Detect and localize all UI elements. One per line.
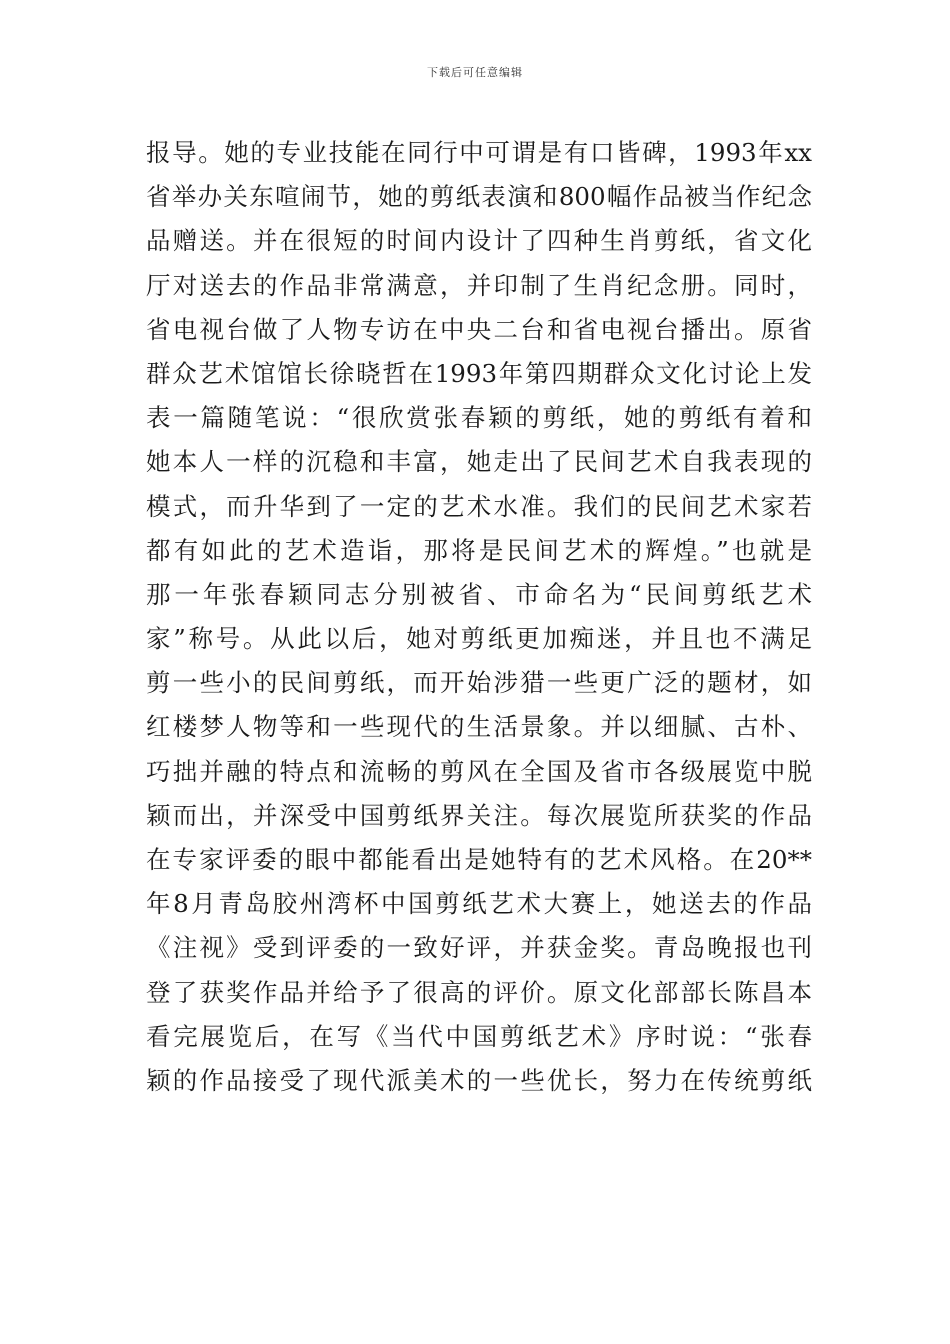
text-line: 《注视》受到评委的一致好评，并获金奖。青岛晚报也刊 (146, 933, 812, 963)
text-line: 家”称号。从此以后，她对剪纸更加痴迷，并且也不满足 (146, 624, 812, 654)
text-line: 群众艺术馆馆长徐晓哲在1993年第四期群众文化讨论上发 (146, 358, 812, 388)
body-text (146, 131, 812, 1103)
text-line: 表一篇随笔说：“很欣赏张春颖的剪纸，她的剪纸有着和 (146, 403, 812, 433)
text-line: 品赠送。并在很短的时间内设计了四种生肖剪纸，省文化 (146, 226, 812, 256)
text-line: 红楼梦人物等和一些现代的生活景象。并以细腻、古朴、 (146, 712, 812, 742)
page-header: 下载后可任意编辑 (427, 66, 523, 79)
text-line: 报导。她的专业技能在同行中可谓是有口皆碑，1993年xx (146, 138, 812, 167)
text-line: 年8月青岛胶州湾杯中国剪纸艺术大赛上，她送去的作品 (146, 889, 812, 919)
text-line: 厅对送去的作品非常满意，并印制了生肖纪念册。同时， (146, 270, 812, 300)
text-line: 省举办关东喧闹节，她的剪纸表演和800幅作品被当作纪念 (146, 182, 812, 212)
text-line: 剪一些小的民间剪纸，而开始涉猎一些更广泛的题材，如 (146, 668, 812, 698)
text-line: 登了获奖作品并给予了很高的评价。原文化部部长陈昌本 (146, 977, 812, 1007)
text-line: 都有如此的艺术造诣，那将是民间艺术的辉煌。”也就是 (146, 535, 812, 565)
text-line: 省电视台做了人物专访在中央二台和省电视台播出。原省 (146, 314, 812, 344)
text-line: 颖而出，并深受中国剪纸界关注。每次展览所获奖的作品 (146, 800, 812, 830)
text-line: 看完展览后，在写《当代中国剪纸艺术》序时说：“张春 (146, 1021, 812, 1051)
text-line: 那一年张春颖同志分别被省、市命名为“民间剪纸艺术 (146, 579, 812, 609)
text-line: 模式，而升华到了一定的艺术水准。我们的民间艺术家若 (146, 491, 812, 521)
text-line: 巧拙并融的特点和流畅的剪风在全国及省市各级展览中脱 (146, 756, 812, 786)
text-line: 她本人一样的沉稳和丰富，她走出了民间艺术自我表现的 (146, 447, 812, 477)
text-line: 颖的作品接受了现代派美术的一些优长，努力在传统剪纸 (146, 1065, 812, 1095)
text-line: 在专家评委的眼中都能看出是她特有的艺术风格。在20** (146, 845, 812, 874)
